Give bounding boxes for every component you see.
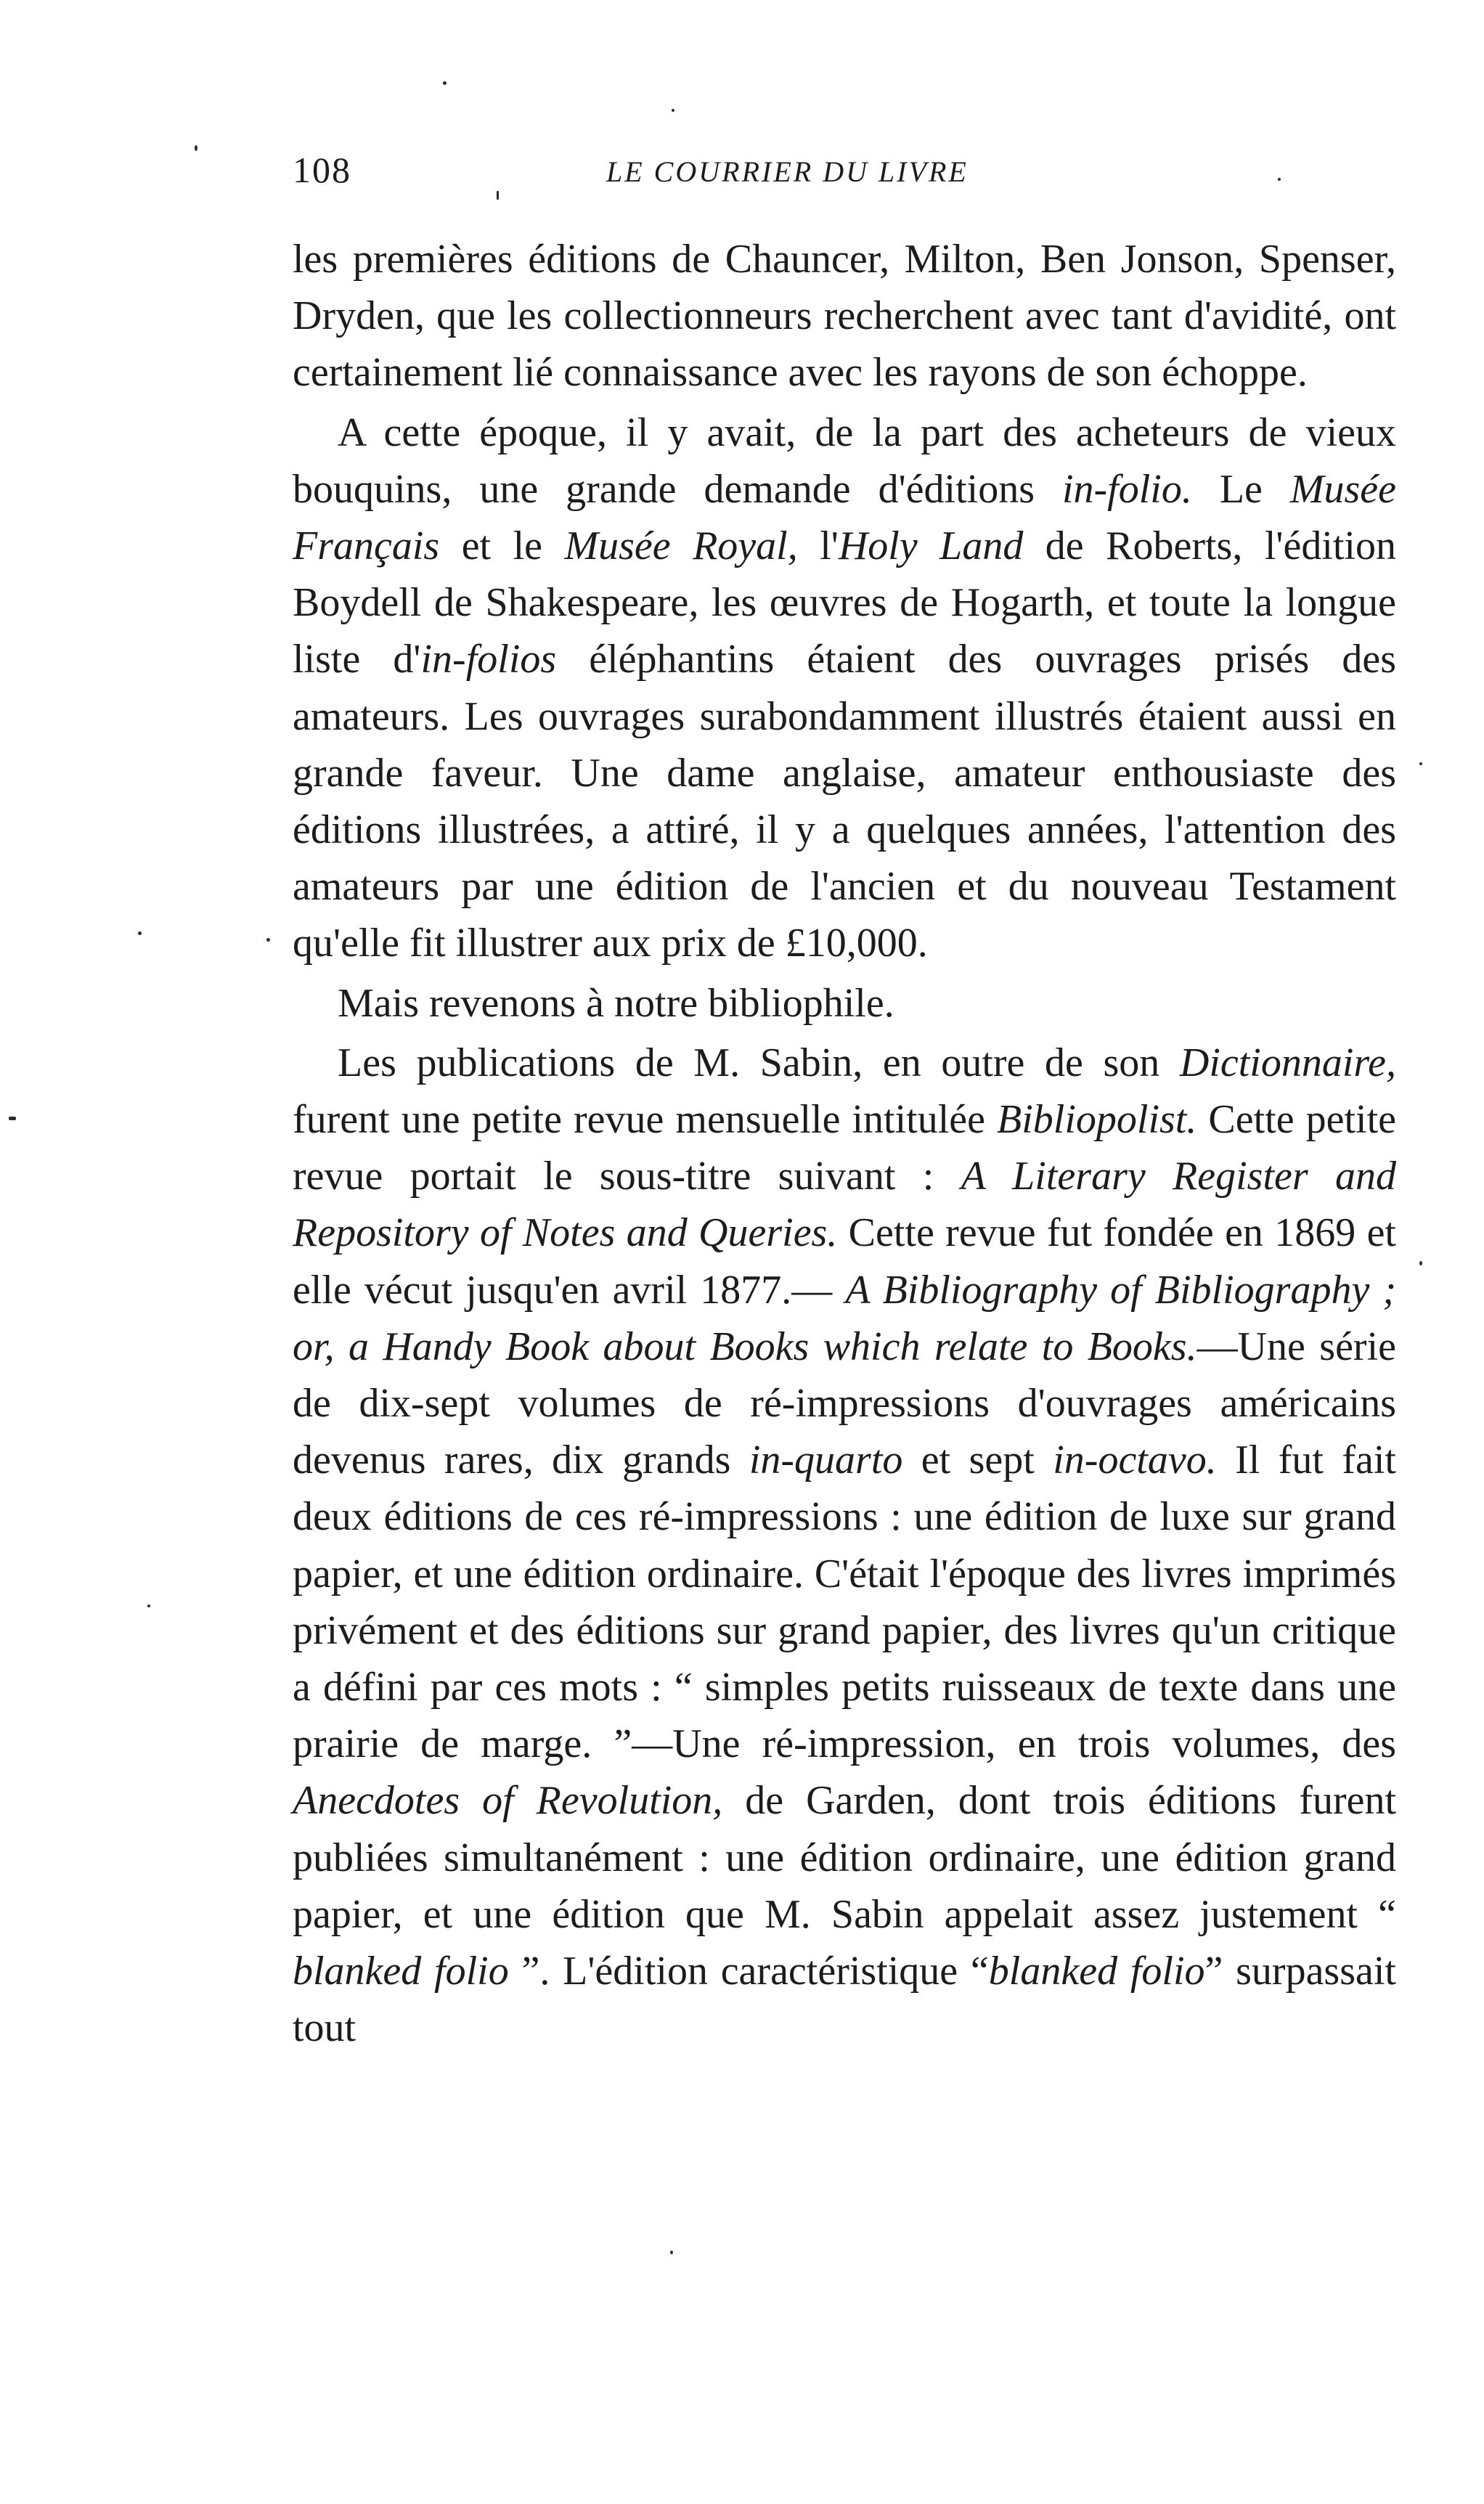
scan-speck xyxy=(1419,1261,1422,1265)
italic-term: in-folios xyxy=(420,637,557,682)
scan-speck xyxy=(195,145,197,151)
italic-term: in-folio. xyxy=(1061,466,1192,512)
body-text xyxy=(293,231,1396,2057)
scan-speck xyxy=(1419,762,1422,765)
italic-term: blanked folio xyxy=(988,1949,1205,1994)
italic-title: A Bibliography of Bibliography ; or, a Handy Book about Books which relate to Books. xyxy=(293,1267,1397,1369)
scan-speck xyxy=(9,1117,16,1120)
scan-speck xyxy=(266,938,270,942)
journal-title: LE COURRIER DU LIVRE xyxy=(606,155,969,188)
paragraph: Les publications de M. Sabin, en outre de son Dictionnaire, furent une petite revue mensuelle intitulée Bibliopolist. Cette petite revue portait le sous-titre suivant : A Literary Register and Repository of Notes and Queries. Cette revue fut fondée en 1869 et elle vécut jusqu'en avril 1877.— A Bibliography of Bibliography ; or, a Handy Book about Books which relate to Books.—Une série de dix-sept volumes de ré-impressions d'ouvrages américains devenus rares, dix grands in-quarto et sept in-octavo. Il fut fait deux éditions de ces ré-impressions : une édition de luxe sur grand papier, et une édition ordinaire. C'était l'époque des livres imprimés privément et des éditions sur grand papier, des livres qu'un critique a défini par ces mots : “ simples petits ruisseaux de texte dans une prairie de marge. ”—Une ré-impression, en trois volumes, des Anecdotes of Revolution, de Garden, dont trois éditions furent publiées simultanément : une édition ordinaire, une édition grand papier, et une édition que M. Sabin appelait assez justement “ blanked folio ”. L'édition caractéristique “blanked folio” surpassait tout xyxy=(293,1040,1397,2051)
italic-title: A Literary Register and Repository of Notes and Queries. xyxy=(293,1154,1396,1256)
scan-speck xyxy=(138,931,142,935)
italic-title: Bibliopolist. xyxy=(997,1097,1197,1143)
scan-speck xyxy=(147,1604,150,1607)
italic-term: blanked folio xyxy=(293,1949,509,1994)
running-header xyxy=(293,149,1403,192)
italic-title: Anecdotes of Revolution, xyxy=(293,1778,723,1824)
scan-speck xyxy=(443,81,447,85)
scan-speck xyxy=(672,109,674,112)
italic-term: in-quarto xyxy=(749,1437,903,1483)
italic-title: Holy Land xyxy=(838,523,1024,569)
scan-speck xyxy=(670,2251,673,2254)
italic-title: Dictionnaire, xyxy=(1179,1040,1396,1085)
italic-title: Musée Royal, xyxy=(564,523,798,569)
italic-term: in-octavo. xyxy=(1053,1437,1217,1483)
page-number: 108 xyxy=(293,150,351,190)
paragraph-continued: les premières éditions de Chauncer, Milton, Ben Jonson, Spenser, Dryden, que les collectionneurs recherchent avec tant d'avidité, ont certainement lié connaissance avec les rayons de son échoppe. xyxy=(293,237,1396,396)
paragraph: Mais revenons à notre bibliophile. xyxy=(338,980,894,1026)
italic-title: Musée Français xyxy=(293,466,1396,569)
paragraph: A cette époque, il y avait, de la part des acheteurs de vieux bouquins, une grande demande d'éditions in-folio. Le Musée Français et le Musée Royal, l'Holy Land de Roberts, l'édition Boydell de Shakespeare, les œuvres de Hogarth, et toute la longue liste d'in-folios éléphantins étaient des ouvrages prisés des amateurs. Les ouvrages surabondamment illustrés étaient aussi en grande faveur. Une dame anglaise, amateur enthousiaste des éditions illustrées, a attiré, il y a quelques années, l'attention des amateurs par une édition de l'ancien et du nouveau Testament qu'elle fit illustrer aux prix de £10,000. xyxy=(293,409,1397,966)
